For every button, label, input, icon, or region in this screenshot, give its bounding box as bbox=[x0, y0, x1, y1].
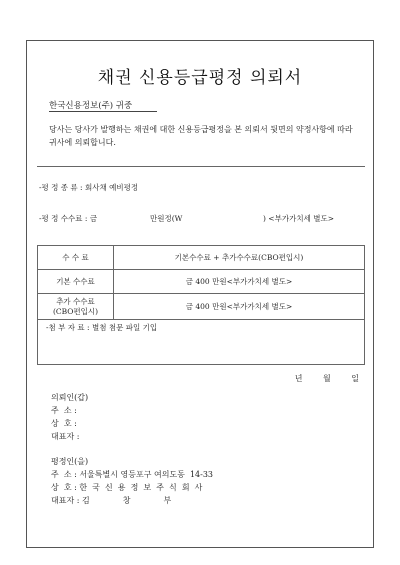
date-line: 년 월 일 bbox=[294, 374, 359, 383]
fee-field-unit: 만원정(W bbox=[150, 214, 183, 223]
fee-field-note: ) <부가가치세 별도> bbox=[263, 214, 334, 223]
table-row bbox=[38, 270, 364, 294]
rating-type-field: -평 정 종 류 : 회사채 예비평정 bbox=[39, 183, 139, 192]
client-heading: 의뢰인(갑) bbox=[51, 393, 89, 402]
recipient: 한국신용정보(주) 귀중 bbox=[49, 101, 133, 111]
rater-company: 상 호 : 한 국 신 용 정 보 주 식 회 사 bbox=[51, 483, 203, 492]
row-label: 기본 수수료 bbox=[38, 270, 114, 293]
rater-heading: 평정인(을) bbox=[51, 457, 89, 466]
table-row bbox=[38, 246, 364, 270]
table-row bbox=[38, 294, 364, 320]
fee-table bbox=[37, 245, 365, 365]
row-label: 추가 수수료 (CBO편입시) bbox=[38, 294, 114, 319]
request-form bbox=[26, 40, 374, 548]
row-value: 금 400 만원<부가가치세 별도> bbox=[185, 302, 293, 311]
intro-paragraph: 당사는 당사가 발행하는 채권에 대한 신용등급평정을 본 의뢰서 뒷면의 약정사항에 따라 귀사에 의뢰합니다. bbox=[49, 125, 353, 147]
client-ceo: 대표자 : bbox=[51, 432, 80, 441]
rater-address: 주 소 : 서울특별시 영등포구 여의도동 14-33 bbox=[51, 470, 214, 479]
attachment-field: -첨 부 자 료 : 별첨 첨문 파일 기입 bbox=[46, 323, 158, 332]
rater-ceo: 대표자 : 김 창 부 bbox=[51, 496, 172, 505]
recipient-underline bbox=[49, 111, 157, 112]
row-value: 금 400 만원<부가가치세 별도> bbox=[185, 277, 293, 286]
document-title: 채권 신용등급평정 의뢰서 bbox=[97, 68, 303, 88]
row-value: 기본수수료 + 추가수수료(CBO편입시) bbox=[174, 253, 304, 262]
client-company: 상 호 : bbox=[51, 419, 77, 428]
row-label: 수 수 료 bbox=[38, 246, 114, 269]
client-address: 주 소 : bbox=[51, 406, 77, 415]
fee-field-label: -평 정 수수료 : 금 bbox=[39, 214, 98, 223]
section-divider bbox=[37, 166, 365, 167]
